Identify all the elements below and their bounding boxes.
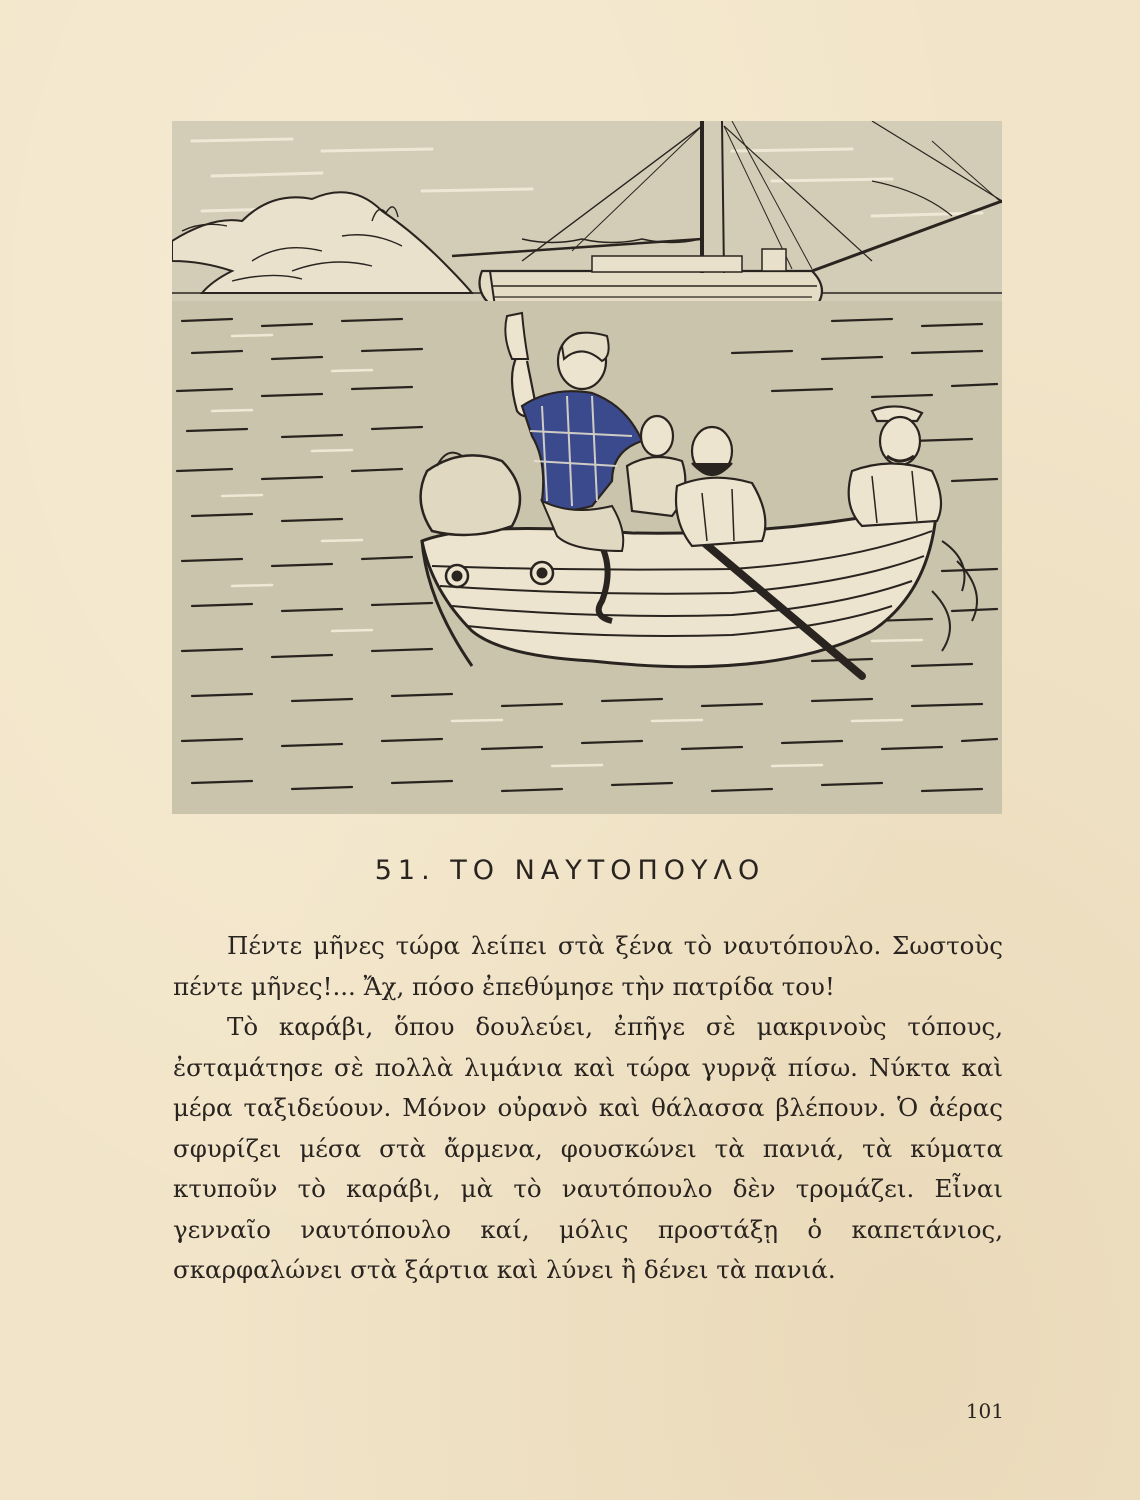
paragraph: Τὸ καράβι, ὅπου δουλεύει, ἐπῆγε σὲ μακρινοὺς τόπους, ἐσταμάτησε σὲ πολλὰ λιμάνια καὶ τώρα γυρνᾷ πίσω. Νύκτα καὶ μέρα ταξιδεύουν. Μόνον οὐρανὸ καὶ θάλασσα βλέπουν. Ὁ ἀέρας σφυρίζει μέσα στὰ ἄρμενα, φουσκώνει τὰ πανιά, τὰ κύματα κτυποῦν τὸ καράβι, μὰ τὸ ναυτόπουλο δὲν τρομάζει. Εἶναι γενναῖο ναυτόπουλο καί, μόλις προστάξῃ ὁ καπετάνιος, σκαρφαλώνει στὰ ξάρτια καὶ λύνει ἢ δένει τὰ πανιά. xyxy=(173,1012,1003,1284)
page-number: 101 xyxy=(965,1399,1004,1423)
woodcut-scene xyxy=(172,121,1002,814)
chapter-title: 51. ΤΟ ΝΑΥΤΟΠΟΥΛΟ xyxy=(374,855,766,886)
boat-illustration xyxy=(172,121,1002,814)
paragraph: Πέντε μῆνες τώρα λείπει στὰ ξένα τὸ ναυτόπουλο. Σωστοὺς πέντε μῆνες!... Ἄχ, πόσο ἐπεθύμησε τὴν πατρίδα του! xyxy=(173,931,1003,1001)
body-text xyxy=(173,926,1003,1291)
